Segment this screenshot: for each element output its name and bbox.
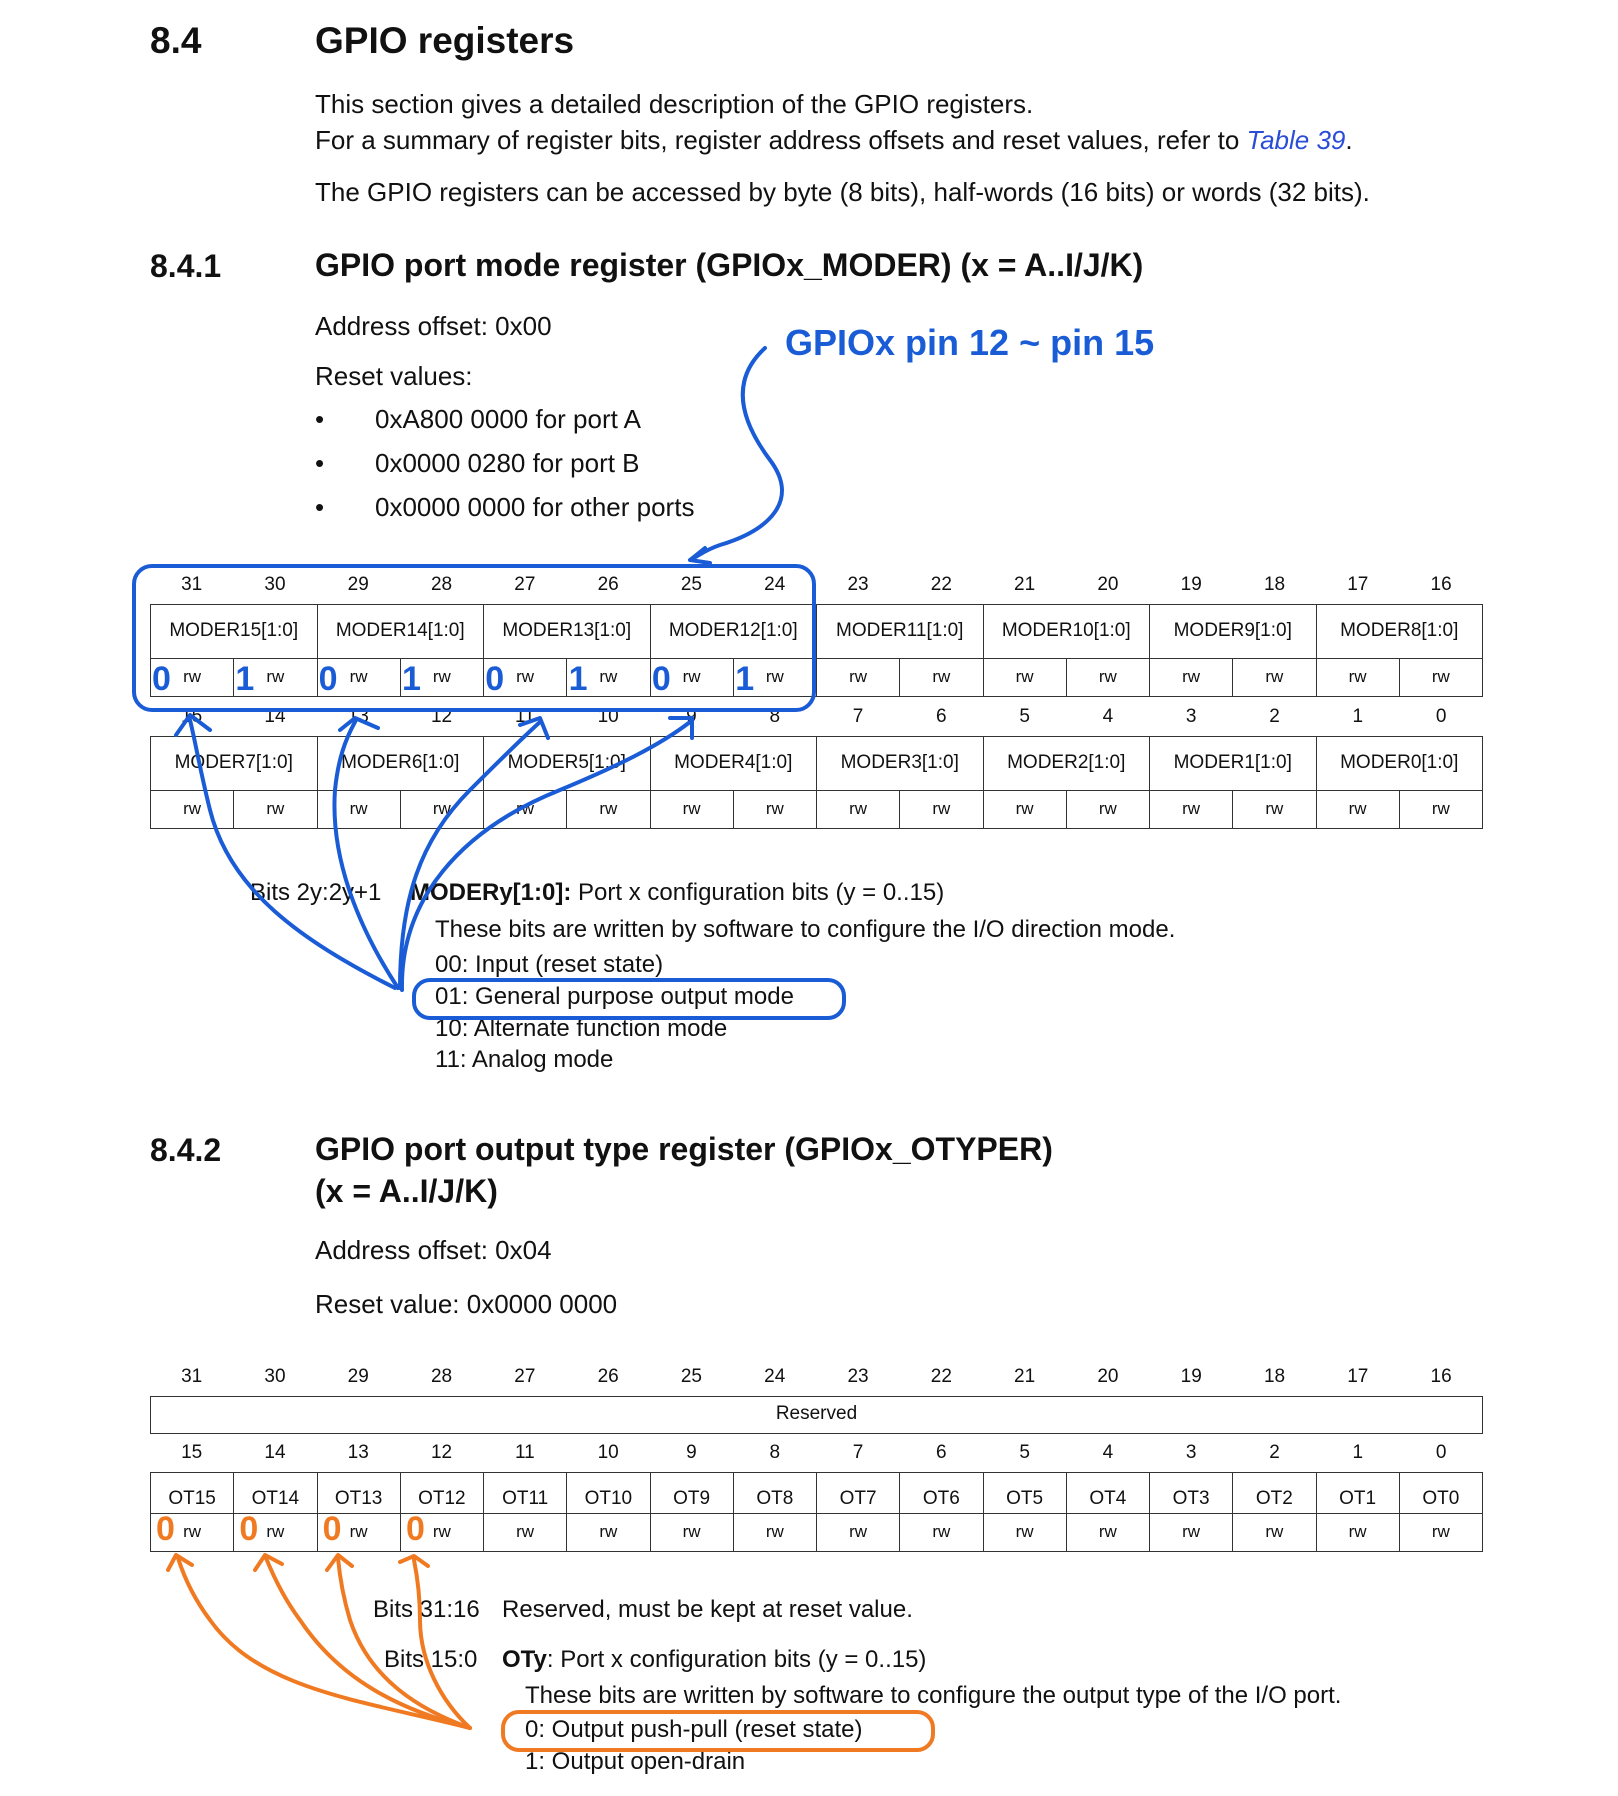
register-field: OT11 xyxy=(483,1473,566,1513)
bit-number: 21 xyxy=(1014,574,1036,595)
orange-bit-value: 0 xyxy=(156,1510,175,1548)
bit-number: 2 xyxy=(1269,1442,1280,1463)
register-field: OT9 xyxy=(650,1473,733,1513)
bit-number: 31 xyxy=(181,1366,203,1387)
subsection-number-moder: 8.4.1 xyxy=(150,248,222,284)
access-type: rw xyxy=(183,799,202,818)
access-type: rw xyxy=(816,1514,899,1551)
bit-number: 16 xyxy=(1430,1366,1452,1387)
bit-number: 26 xyxy=(597,574,619,595)
annotation-arrow-curve xyxy=(690,348,782,560)
bit-number: 28 xyxy=(430,574,453,595)
register-field: OT10 xyxy=(566,1473,649,1513)
access-type: rw xyxy=(1232,659,1315,696)
register-field: OT13 xyxy=(317,1473,400,1513)
access-type: rw xyxy=(983,659,1066,696)
bit-number: 20 xyxy=(1097,574,1119,595)
bit-number: 20 xyxy=(1097,1366,1119,1387)
bit-number: 27 xyxy=(514,574,536,595)
access-type: rw xyxy=(317,1514,400,1551)
bit-number: 8 xyxy=(769,1442,781,1463)
access-type: rw xyxy=(183,667,202,686)
register-field: MODER8[1:0] xyxy=(1316,605,1483,658)
bit-number: 4 xyxy=(1102,706,1114,727)
bit-number: 29 xyxy=(347,1366,369,1387)
bit-number: 13 xyxy=(347,706,369,727)
ot-mode-1: 1: Output open-drain xyxy=(525,1748,746,1775)
otyper-low-bit-numbers xyxy=(150,1434,1483,1472)
bit-number: 1 xyxy=(1352,706,1364,727)
access-type: rw xyxy=(650,659,733,696)
otyper-ot-field-line: OTy: Port x configuration bits (y = 0..15) xyxy=(502,1646,927,1673)
access-type: rw xyxy=(566,659,649,696)
blue-bit-value: 1 xyxy=(568,660,588,698)
moder-reset-label: Reset values: xyxy=(315,361,473,391)
otyper-ot-bits-label: Bits 15:0 xyxy=(384,1646,478,1673)
subsection-title-otyper: GPIO port output type register (GPIOx_OTYPER) xyxy=(315,1131,1053,1167)
access-type: rw xyxy=(1149,1514,1232,1551)
access-type: rw xyxy=(1399,1514,1482,1551)
otyper-reserved-bits-label: Bits 31:16 xyxy=(373,1596,480,1623)
moder-address-offset: Address offset: 0x00 xyxy=(315,311,552,341)
moder-bits-label: Bits 2y:2y+1 xyxy=(250,879,382,906)
access-type: rw xyxy=(983,1514,1066,1551)
access-type: rw xyxy=(566,1514,649,1551)
bit-number: 19 xyxy=(1180,574,1202,595)
otyper-reserved-row xyxy=(150,1396,1483,1434)
orange-bit-value: 0 xyxy=(239,1510,259,1548)
bit-number: 6 xyxy=(936,706,947,727)
bit-number: 2 xyxy=(1269,706,1280,727)
orange-bit-value: 0 xyxy=(322,1510,342,1548)
access-type: rw xyxy=(1066,1514,1149,1551)
bit-number: 12 xyxy=(430,1442,453,1463)
moder-desc-line: These bits are written by software to configure the I/O direction mode. xyxy=(435,916,1176,943)
table-39-link[interactable]: Table 39 xyxy=(1246,125,1346,155)
access-type: rw xyxy=(1399,791,1482,828)
bit-number: 9 xyxy=(686,706,697,727)
bit-number: 30 xyxy=(264,1366,286,1387)
access-type: rw xyxy=(1232,791,1315,828)
access-type: rw xyxy=(1066,791,1149,828)
blue-bit-value: 1 xyxy=(235,660,255,698)
moder-field-line: MODERy[1:0]: Port x configuration bits (y = 0..15) xyxy=(410,879,945,906)
section-title: GPIO registers xyxy=(315,20,575,61)
access-type: rw xyxy=(650,791,733,828)
blue-bit-value: 0 xyxy=(318,660,338,698)
summary-text: For a summary of register bits, register address offsets and reset values, refer to xyxy=(315,125,1247,155)
bit-number: 7 xyxy=(852,706,864,727)
bit-number: 18 xyxy=(1263,1366,1286,1387)
register-field: OT12 xyxy=(400,1473,483,1513)
blue-bit-value: 0 xyxy=(152,660,171,698)
access-type: rw xyxy=(983,791,1066,828)
register-field: MODER13[1:0] xyxy=(483,605,650,658)
access-type: rw xyxy=(816,659,899,696)
access-type: rw xyxy=(899,1514,982,1551)
otyper-high-bit-numbers xyxy=(150,1358,1483,1396)
register-field: OT5 xyxy=(983,1473,1066,1513)
otyper-reset-value: Reset value: 0x0000 0000 xyxy=(315,1289,618,1319)
subsection-title-moder: GPIO port mode register (GPIOx_MODER) (x = A..I/J/K) xyxy=(315,247,1144,283)
bit-number: 11 xyxy=(514,1442,535,1463)
bit-number: 23 xyxy=(847,574,869,595)
register-field: MODER2[1:0] xyxy=(983,737,1150,790)
register-field: MODER9[1:0] xyxy=(1149,605,1316,658)
bit-number: 6 xyxy=(936,1442,947,1463)
reserved-field: Reserved xyxy=(775,1403,858,1424)
subsection-number-otyper: 8.4.2 xyxy=(150,1132,222,1168)
register-field: MODER0[1:0] xyxy=(1316,737,1483,790)
access-type: rw xyxy=(1316,659,1399,696)
register-field: OT15 xyxy=(168,1488,216,1509)
access-type: rw xyxy=(816,791,899,828)
blue-bit-value: 1 xyxy=(735,660,755,698)
register-field: MODER4[1:0] xyxy=(650,737,817,790)
bit-number: 17 xyxy=(1347,574,1369,595)
bit-number: 8 xyxy=(769,706,781,727)
bit-number: 14 xyxy=(264,706,286,727)
access-type: rw xyxy=(400,659,483,696)
orange-bit-value: 0 xyxy=(405,1510,425,1548)
bit-number: 31 xyxy=(181,574,203,595)
access-type: rw xyxy=(483,1514,566,1551)
access-type: rw xyxy=(650,1514,733,1551)
blue-bit-value: 0 xyxy=(485,660,505,698)
bit-number: 22 xyxy=(930,1366,952,1387)
access-type: rw xyxy=(899,659,982,696)
register-field: MODER15[1:0] xyxy=(169,620,299,641)
summary-paragraph xyxy=(315,122,1353,158)
bit-number: 23 xyxy=(847,1366,869,1387)
bit-number: 21 xyxy=(1014,1366,1036,1387)
bit-number: 15 xyxy=(181,706,203,727)
access-type: rw xyxy=(733,1514,816,1551)
access-type: rw xyxy=(233,791,316,828)
register-field: MODER14[1:0] xyxy=(317,605,484,658)
bit-number: 11 xyxy=(514,706,535,727)
access-type: rw xyxy=(566,791,649,828)
access-type: rw xyxy=(483,791,566,828)
bit-number: 10 xyxy=(597,706,619,727)
access-type: rw xyxy=(233,1514,316,1551)
mode-01: 01: General purpose output mode xyxy=(435,983,794,1010)
moder-low-fields xyxy=(150,736,1483,791)
section-number: 8.4 xyxy=(150,20,202,61)
otyper-address-offset: Address offset: 0x04 xyxy=(315,1235,552,1265)
access-type: rw xyxy=(1149,659,1232,696)
access-type: rw xyxy=(317,791,400,828)
bit-number: 19 xyxy=(1180,1366,1202,1387)
otyper-fields xyxy=(150,1472,1483,1514)
access-type: rw xyxy=(400,791,483,828)
bit-number: 0 xyxy=(1435,706,1447,727)
register-field: OT2 xyxy=(1232,1473,1315,1513)
register-field: OT8 xyxy=(733,1473,816,1513)
moder-low-access xyxy=(150,791,1483,829)
access-type: rw xyxy=(1232,1514,1315,1551)
bit-number: 26 xyxy=(597,1366,619,1387)
access-type: rw xyxy=(899,791,982,828)
access-paragraph: The GPIO registers can be accessed by byte (8 bits), half-words (16 bits) or words (32 bits). xyxy=(315,177,1370,207)
mode-11: 11: Analog mode xyxy=(435,1046,614,1073)
bit-number: 29 xyxy=(347,574,369,595)
bit-number: 13 xyxy=(347,1442,369,1463)
moder-high-bit-numbers xyxy=(150,566,1483,604)
bit-number: 5 xyxy=(1019,1442,1030,1463)
register-field: MODER3[1:0] xyxy=(816,737,983,790)
bit-number: 25 xyxy=(680,1366,702,1387)
access-type: rw xyxy=(1066,659,1149,696)
bit-number: 3 xyxy=(1185,706,1197,727)
register-field: MODER1[1:0] xyxy=(1149,737,1316,790)
bit-number: 17 xyxy=(1347,1366,1369,1387)
orange-pointer-15 xyxy=(178,1558,470,1728)
access-type: rw xyxy=(1399,659,1482,696)
moder-high-fields xyxy=(150,604,1483,659)
reset-item-other: • 0x0000 0000 for other ports xyxy=(315,492,695,522)
register-field: MODER7[1:0] xyxy=(174,752,293,773)
access-type: rw xyxy=(183,1522,202,1541)
bit-number: 24 xyxy=(764,574,786,595)
moder-low-bit-numbers xyxy=(150,698,1483,736)
blue-bit-value: 1 xyxy=(401,660,421,698)
bit-number: 18 xyxy=(1263,574,1286,595)
access-type: rw xyxy=(1316,1514,1399,1551)
access-type: rw xyxy=(1316,791,1399,828)
register-field: OT0 xyxy=(1399,1473,1482,1513)
moder-register-high xyxy=(150,566,1483,697)
bit-number: 15 xyxy=(181,1442,203,1463)
bit-number: 1 xyxy=(1352,1442,1364,1463)
ot-mode-0: 0: Output push-pull (reset state) xyxy=(525,1716,863,1743)
otyper-access xyxy=(150,1514,1483,1552)
bit-number: 28 xyxy=(430,1366,453,1387)
register-field: OT7 xyxy=(816,1473,899,1513)
orange-pointer-13 xyxy=(338,1558,470,1728)
bit-number: 10 xyxy=(597,1442,619,1463)
register-field: MODER5[1:0] xyxy=(483,737,650,790)
moder-register-low xyxy=(150,698,1483,829)
access-type: rw xyxy=(400,1514,483,1551)
moder-high-access xyxy=(150,659,1483,697)
bit-number: 27 xyxy=(514,1366,536,1387)
blue-bit-value: 0 xyxy=(651,660,671,698)
bit-number: 5 xyxy=(1019,706,1030,727)
access-type: rw xyxy=(733,659,816,696)
register-field: OT4 xyxy=(1066,1473,1149,1513)
bit-number: 24 xyxy=(764,1366,786,1387)
register-field: OT3 xyxy=(1149,1473,1232,1513)
otyper-desc-line: These bits are written by software to configure the output type of the I/O port. xyxy=(525,1682,1342,1709)
otyper-reserved-bits-desc: Reserved, must be kept at reset value. xyxy=(502,1596,913,1623)
bit-number: 14 xyxy=(264,1442,286,1463)
reset-item-port-a: • 0xA800 0000 for port A xyxy=(315,404,641,434)
otyper-register xyxy=(150,1358,1483,1552)
access-type: rw xyxy=(483,659,566,696)
access-type: rw xyxy=(1149,791,1232,828)
register-field: MODER12[1:0] xyxy=(650,605,817,658)
bit-number: 16 xyxy=(1430,574,1452,595)
access-type: rw xyxy=(733,791,816,828)
register-field: OT1 xyxy=(1316,1473,1399,1513)
register-field: OT6 xyxy=(899,1473,982,1513)
register-field: MODER6[1:0] xyxy=(317,737,484,790)
bit-number: 30 xyxy=(264,574,286,595)
annotation-title: GPIOx pin 12 ~ pin 15 xyxy=(785,322,1155,363)
bit-number: 4 xyxy=(1102,1442,1114,1463)
register-field: MODER11[1:0] xyxy=(816,605,983,658)
bit-number: 0 xyxy=(1435,1442,1447,1463)
access-type: rw xyxy=(317,659,400,696)
orange-pointer-14 xyxy=(266,1558,470,1728)
summary-period: . xyxy=(1345,125,1353,155)
subsection-title-otyper-2: (x = A..I/J/K) xyxy=(315,1173,498,1209)
reset-item-port-b: • 0x0000 0280 for port B xyxy=(315,448,640,478)
bit-number: 22 xyxy=(930,574,952,595)
bit-number: 3 xyxy=(1185,1442,1197,1463)
bit-number: 25 xyxy=(680,574,702,595)
mode-10: 10: Alternate function mode xyxy=(435,1015,728,1042)
register-field: OT14 xyxy=(233,1473,316,1513)
intro-paragraph: This section gives a detailed description of the GPIO registers. xyxy=(315,89,1034,119)
bit-number: 12 xyxy=(430,706,453,727)
bit-number: 9 xyxy=(686,1442,697,1463)
bit-number: 7 xyxy=(852,1442,864,1463)
mode-00: 00: Input (reset state) xyxy=(435,951,664,978)
register-field: MODER10[1:0] xyxy=(983,605,1150,658)
annotation-arrow-head xyxy=(690,548,710,563)
access-type: rw xyxy=(233,659,316,696)
